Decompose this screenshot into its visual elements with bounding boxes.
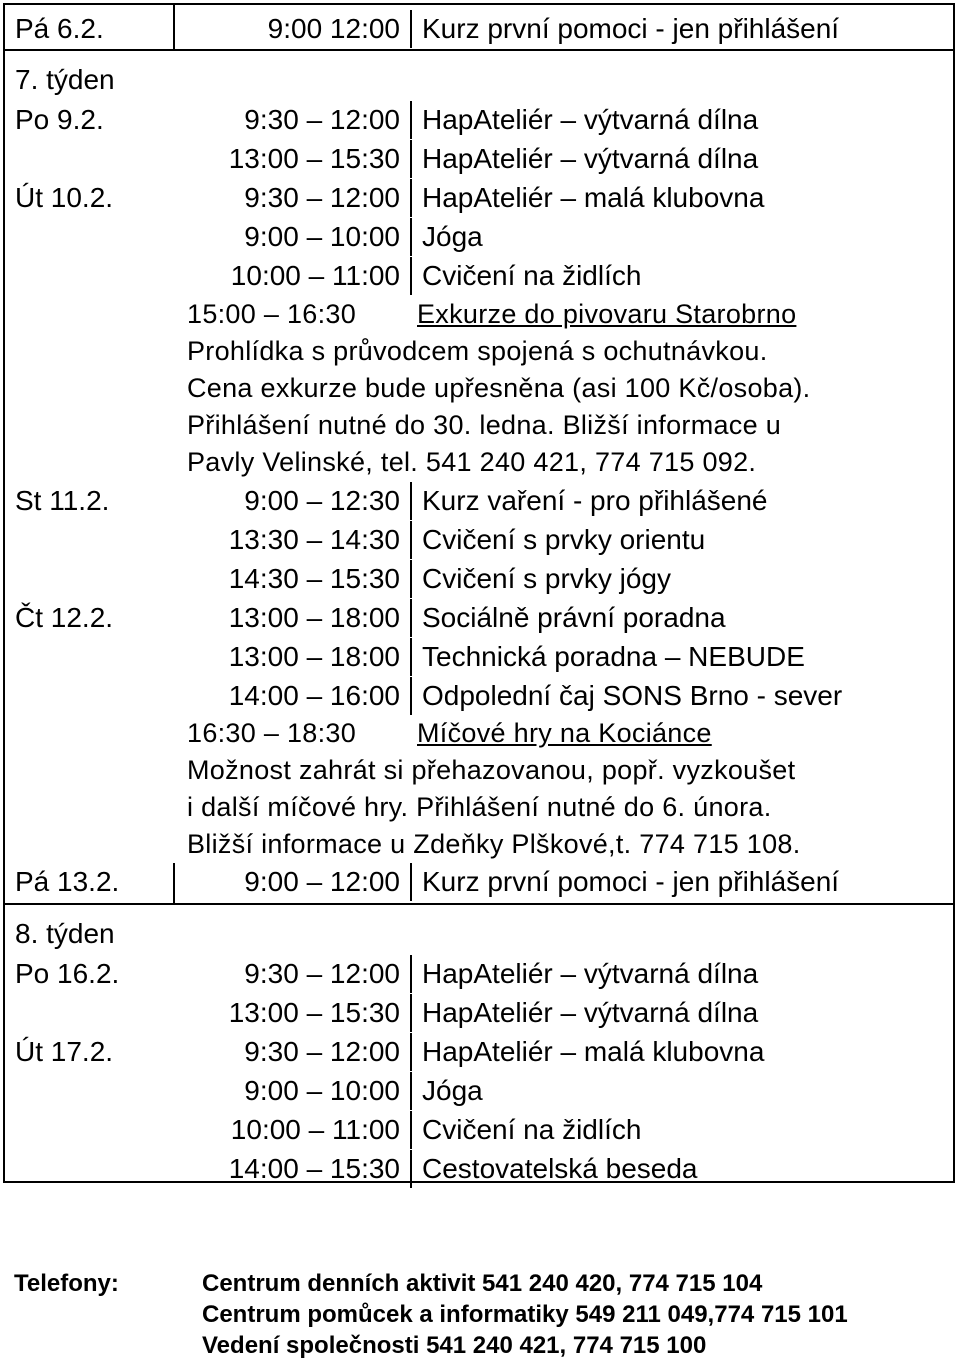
time-cell: 9:00 12:00 [175, 10, 412, 48]
time-cell: 9:30 – 12:00 [175, 101, 412, 139]
ballgames-title: Míčové hry na Kociánce [417, 718, 712, 748]
activity-cell: Technická poradna – NEBUDE [422, 641, 805, 672]
time-cell: 9:30 – 12:00 [175, 1033, 412, 1071]
activity-cell: Sociálně právní poradna [422, 602, 726, 633]
excursion-block [187, 296, 811, 481]
time-cell: 13:00 – 18:00 [175, 638, 412, 676]
ballgames-detail: Bližší informace u Zdeňky Plškové,t. 774 715 108. [187, 829, 801, 859]
time-cell: 14:00 – 16:00 [175, 677, 412, 715]
activity-cell: HapAteliér – malá klubovna [422, 1036, 765, 1067]
excursion-detail: Cena exkurze bude upřesněna (asi 100 Kč/osoba). [187, 373, 811, 403]
excursion-detail: Přihlášení nutné do 30. ledna. Bližší informace u [187, 410, 782, 440]
activity-cell: Jóga [422, 1075, 483, 1106]
activity-cell: Kurz vaření - pro přihlášené [422, 485, 768, 516]
day-cell: Po 16.2. [15, 958, 120, 989]
activity-cell: HapAteliér – výtvarná dílna [422, 958, 759, 989]
time-cell: 13:30 – 14:30 [175, 521, 412, 559]
activity-cell: Cvičení s prvky orientu [422, 524, 706, 555]
time-cell: 13:00 – 18:00 [175, 599, 412, 637]
time-cell: 13:00 – 15:30 [175, 994, 412, 1032]
column-divider [173, 863, 175, 903]
activity-cell: Cvičení na židlích [422, 1114, 642, 1145]
activity-cell: Odpolední čaj SONS Brno - sever [422, 680, 843, 711]
excursion-time: 15:00 – 16:30 [187, 299, 357, 329]
activity-cell: HapAteliér – malá klubovna [422, 182, 765, 213]
activity-cell: HapAteliér – výtvarná dílna [422, 104, 759, 135]
phone-line: Centrum pomůcek a informatiky 549 211 049,774 715 101 [202, 1301, 848, 1328]
ballgames-block [187, 715, 801, 863]
day-cell: Út 17.2. [15, 1036, 114, 1067]
phone-line: Vedení společnosti 541 240 421, 774 715 100 [202, 1332, 707, 1359]
day-cell: Pá 13.2. [15, 866, 120, 897]
time-cell: 14:30 – 15:30 [175, 560, 412, 598]
activity-cell: Kurz první pomoci - jen přihlášení [422, 866, 840, 897]
week-label: 7. týden [15, 64, 115, 95]
time-cell: 10:00 – 11:00 [175, 1111, 412, 1149]
day-cell: Pá 6.2. [15, 13, 104, 44]
ballgames-time: 16:30 – 18:30 [187, 718, 357, 748]
day-cell: Čt 12.2. [15, 602, 114, 633]
phone-line: Centrum denních aktivit 541 240 420, 774 715 104 [202, 1270, 763, 1297]
ballgames-detail: i další míčové hry. Přihlášení nutné do 6. února. [187, 792, 772, 822]
activity-cell: Cvičení na židlích [422, 260, 642, 291]
activity-cell: HapAteliér – výtvarná dílna [422, 997, 759, 1028]
time-cell: 9:00 – 12:30 [175, 482, 412, 520]
column-divider [173, 5, 175, 49]
week-label: 8. týden [15, 918, 115, 949]
time-cell: 9:00 – 10:00 [175, 1072, 412, 1110]
time-cell: 9:30 – 12:00 [175, 955, 412, 993]
activity-cell: HapAteliér – výtvarná dílna [422, 143, 759, 174]
phones-label: Telefony: [14, 1270, 119, 1297]
time-cell: 9:00 – 10:00 [175, 218, 412, 256]
day-cell: St 11.2. [15, 485, 110, 516]
time-cell: 9:00 – 12:00 [175, 863, 412, 901]
excursion-detail: Prohlídka s průvodcem spojená s ochutnávkou. [187, 336, 768, 366]
excursion-title: Exkurze do pivovaru Starobrno [417, 299, 797, 329]
time-cell: 9:30 – 12:00 [175, 179, 412, 217]
time-cell: 14:00 – 15:30 [175, 1150, 412, 1188]
activity-cell: Kurz první pomoci - jen přihlášení [422, 13, 840, 44]
time-cell: 10:00 – 11:00 [175, 257, 412, 295]
activity-cell: Cestovatelská beseda [422, 1153, 698, 1184]
row-divider [5, 49, 953, 51]
row-divider [5, 903, 953, 905]
time-cell: 13:00 – 15:30 [175, 140, 412, 178]
schedule-table [3, 3, 955, 1183]
ballgames-detail: Možnost zahrát si přehazovanou, popř. vyzkoušet [187, 755, 796, 785]
day-cell: Út 10.2. [15, 182, 114, 213]
activity-cell: Cvičení s prvky jógy [422, 563, 671, 594]
day-cell: Po 9.2. [15, 104, 104, 135]
activity-cell: Jóga [422, 221, 483, 252]
excursion-detail: Pavly Velinské, tel. 541 240 421, 774 715 092. [187, 447, 757, 477]
